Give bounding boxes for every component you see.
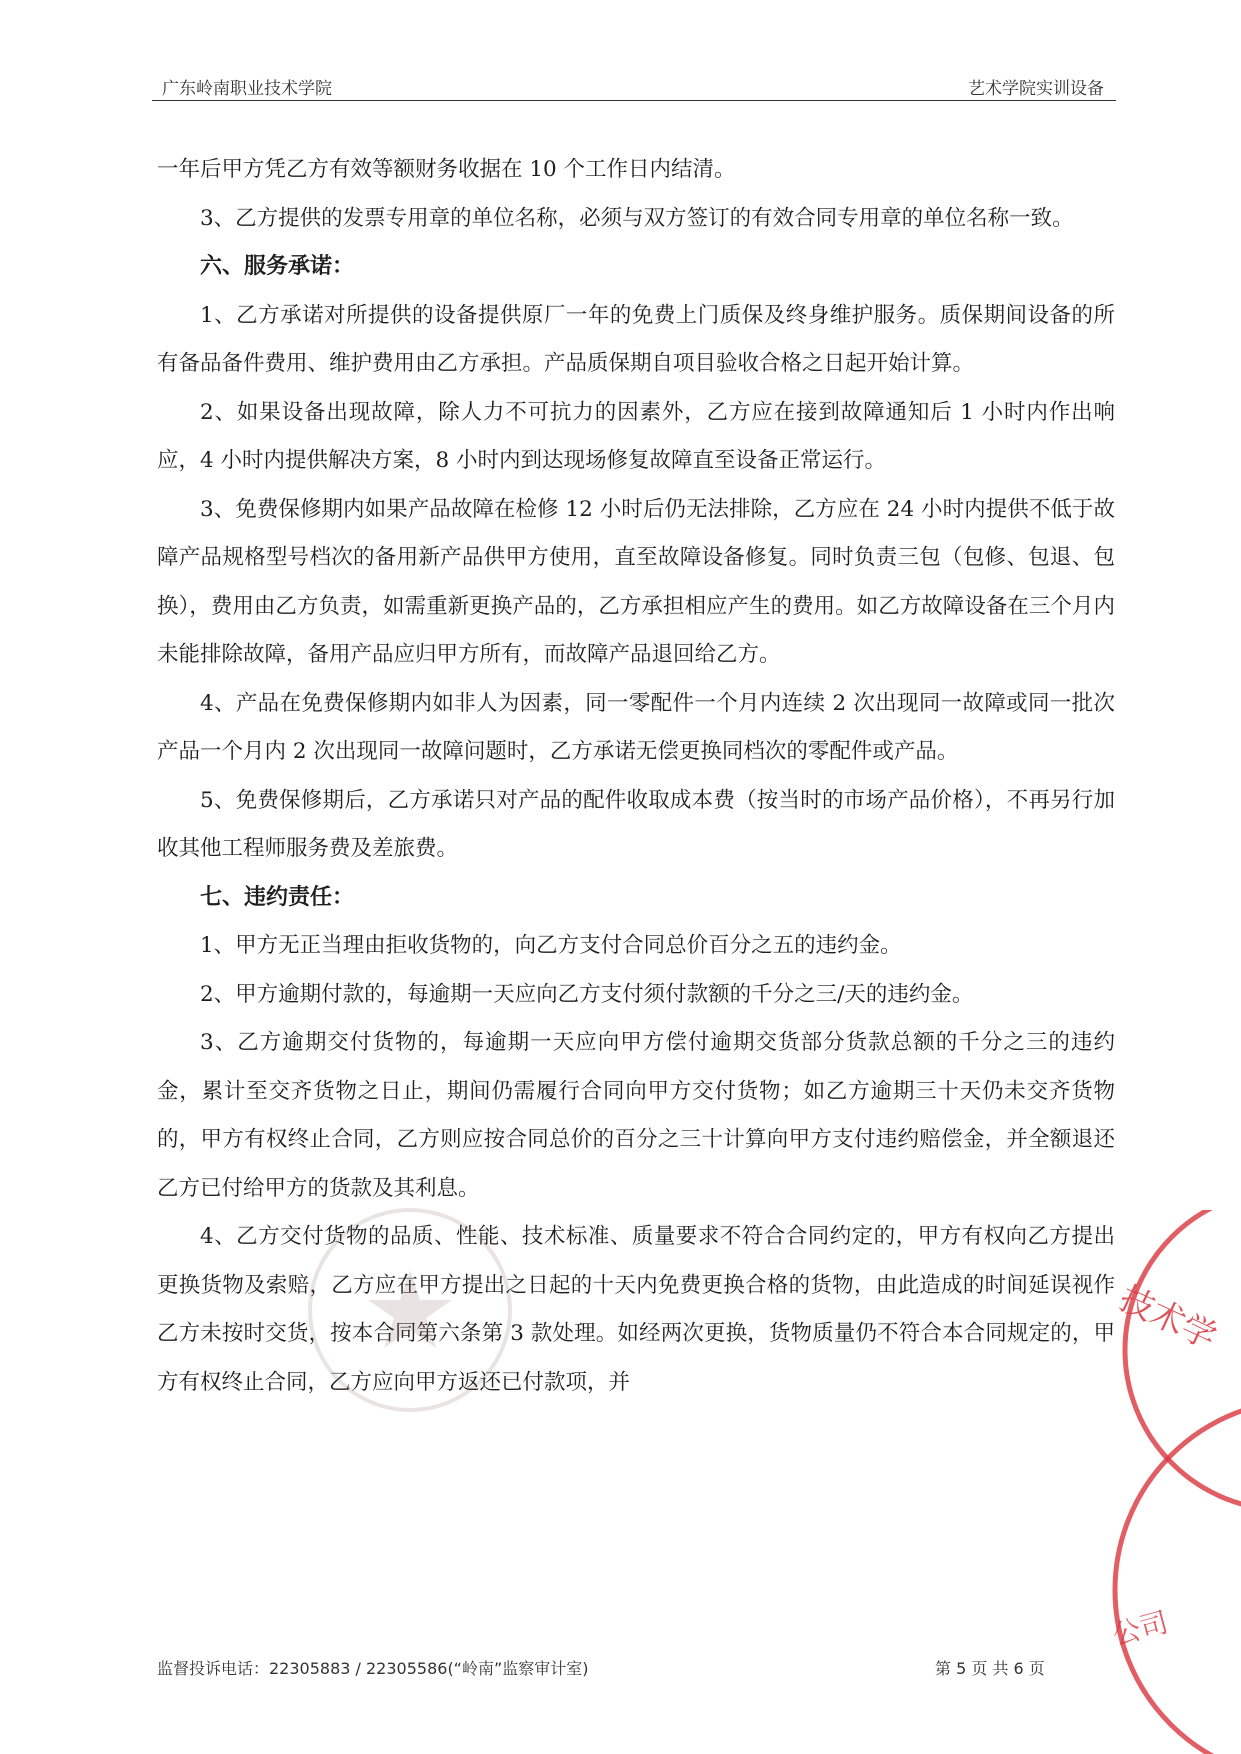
paragraph-service-1: 1、乙方承诺对所提供的设备提供原厂一年的免费上门质保及终身维护服务。质保期间设备的所有备品备件费用、维护费用由乙方承担。产品质保期自项目验收合格之日起开始计算。 xyxy=(157,302,1115,376)
paragraph-continuation: 一年后甲方凭乙方有效等额财务收据在 10 个工作日内结清。 xyxy=(157,157,736,182)
paragraph-breach-2: 2、甲方逾期付款的，每逾期一天应向乙方支付须付款额的千分之三/天的违约金。 xyxy=(200,981,974,1007)
svg-text:技术学: 技术学 xyxy=(1113,1278,1223,1358)
header-institution: 广东岭南职业技术学院 xyxy=(162,79,332,99)
paragraph-service-2: 2、如果设备出现故障，除人力不可抗力的因素外，乙方应在接到故障通知后 1 小时内作出响应，4 小时内提供解决方案，8 小时内到达现场修复故障直至设备正常运行。 xyxy=(157,399,1115,473)
faint-seal-stamp xyxy=(300,1200,520,1420)
section-heading-service: 六、服务承诺： xyxy=(200,254,355,279)
paragraph-breach-3: 3、乙方逾期交付货物的，每逾期一天应向甲方偿付逾期交货部分货款总额的千分之三的违约金，累计至交齐货物之日止，期间仍需履行合同向甲方交付货物；如乙方逾期三十天仍未交齐货物的，甲方有权终止合同，乙方则应按合同总价的百分之三十计算向甲方支付违约赔偿金，并全额退还乙方已付给甲方的货款及其利息。 xyxy=(157,1030,1115,1201)
footer-complaint-phone: 监督投诉电话：22305883 / 22305586(“岭南”监察审计室) xyxy=(157,1659,589,1678)
svg-text:公司: 公司 xyxy=(1108,1605,1172,1652)
paragraph-service-4: 4、产品在免费保修期内如非人为因素，同一零配件一个月内连续 2 次出现同一故障或同一批次产品一个月内 2 次出现同一故障问题时，乙方承诺无偿更换同档次的零配件或产品。 xyxy=(157,690,1115,764)
page-header xyxy=(152,72,1116,102)
paragraph-service-5: 5、免费保修期后，乙方承诺只对产品的配件收取成本费（按当时的市场产品价格），不再另行加收其他工程师服务费及差旅费。 xyxy=(157,787,1115,861)
red-seal-stamp xyxy=(1095,1210,1241,1754)
footer-page-number: 第 5 页 共 6 页 xyxy=(935,1659,1045,1678)
paragraph-breach-1: 1、甲方无正当理由拒收货物的，向乙方支付合同总价百分之五的违约金。 xyxy=(200,933,902,958)
section-heading-breach: 七、违约责任： xyxy=(200,884,355,910)
paragraph-invoice-seal: 3、乙方提供的发票专用章的单位名称，必须与双方签订的有效合同专用章的单位名称一致。 xyxy=(200,205,1074,231)
paragraph-breach-4: 4、乙方交付货物的品质、性能、技术标准、质量要求不符合合同约定的，甲方有权向乙方提出更换货物及索赔，乙方应在甲方提出之日起的十天内免费更换合格的货物，由此造成的时间延误视作乙方未按时交货，按本合同第六条第 3 款处理。如经两次更换，货物质量仍不符合本合同规定的，甲方有权终止合同，乙方应向甲方返还已付款项，并 xyxy=(157,1224,1115,1395)
header-department: 艺术学院实训设备 xyxy=(968,79,1104,99)
header-rule xyxy=(152,100,1116,101)
paragraph-service-3: 3、免费保修期内如果产品故障在检修 12 小时后仍无法排除，乙方应在 24 小时内提供不低于故障产品规格型号档次的备用新产品供甲方使用，直至故障设备修复。同时负责三包（包修、包退、包换），费用由乙方负责，如需重新更换产品的，乙方承担相应产生的费用。如乙方故障设备在三个月内未能排除故障，备用产品应归甲方所有，而故障产品退回给乙方。 xyxy=(157,496,1115,667)
